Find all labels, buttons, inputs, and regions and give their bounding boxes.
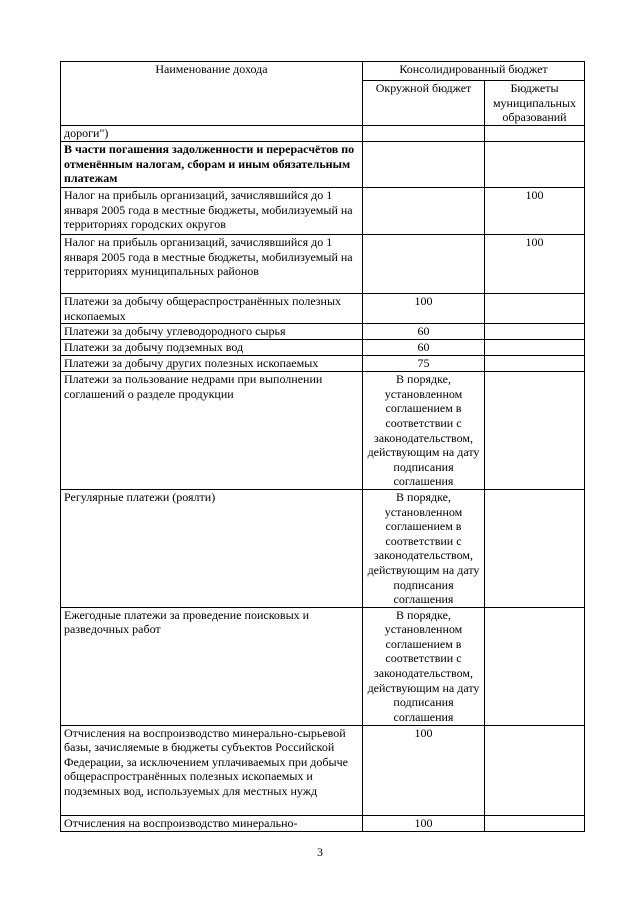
table-row — [61, 235, 585, 294]
municipal-value — [485, 356, 585, 372]
page-number: 3 — [317, 845, 323, 859]
municipal-value — [485, 142, 585, 188]
income-name: Платежи за добычу подземных вод — [61, 340, 363, 356]
okrug-value: 60 — [363, 340, 485, 356]
income-name: Отчисления на воспроизводство минерально- — [61, 815, 363, 831]
table-row — [61, 489, 585, 607]
table-row — [61, 356, 585, 372]
section-heading: В части погашения задолженности и перерасчётов по отменённым налогам, сборам и иным обязательным платежам — [61, 142, 363, 188]
header-row-1 — [61, 62, 585, 81]
header-name-col: Наименование дохода — [61, 62, 363, 126]
municipal-value — [485, 372, 585, 490]
okrug-value: 75 — [363, 356, 485, 372]
table-row — [61, 815, 585, 831]
table-row — [61, 725, 585, 815]
municipal-value — [485, 489, 585, 607]
okrug-value — [363, 235, 485, 294]
municipal-value — [485, 607, 585, 725]
income-name: Платежи за добычу других полезных ископаемых — [61, 356, 363, 372]
okrug-value: 100 — [363, 294, 485, 324]
table-row — [61, 340, 585, 356]
okrug-value: В порядке, установленном соглашением в соответствии с законодательством, действующим на дату подписания соглашения — [363, 372, 485, 490]
municipal-value — [485, 340, 585, 356]
header-okrug: Окружной бюджет — [363, 81, 485, 126]
okrug-value — [363, 142, 485, 188]
income-name: Платежи за добычу общераспространённых полезных ископаемых — [61, 294, 363, 324]
table-row — [61, 126, 585, 142]
municipal-value: 100 — [485, 235, 585, 294]
table-row — [61, 324, 585, 340]
income-name: Налог на прибыль организаций, зачислявшийся до 1 января 2005 года в местные бюджеты, мобилизуемый на территориях городских округов — [61, 188, 363, 235]
header-consolidated: Консолидированный бюджет — [363, 62, 585, 81]
income-name: Отчисления на воспроизводство минерально-сырьевой базы, зачисляемые в бюджеты субъектов Российской Федерации, за исключением уплачиваемых при добыче общераспространённых полезных ископаемых и подземных вод, используемых для местных нужд — [61, 725, 363, 815]
okrug-value — [363, 126, 485, 142]
okrug-value: В порядке, установленном соглашением в соответствии с законодательством, действующим на дату подписания соглашения — [363, 607, 485, 725]
income-name: Ежегодные платежи за проведение поисковых и разведочных работ — [61, 607, 363, 725]
municipal-value: 100 — [485, 188, 585, 235]
income-name: Регулярные платежи (роялти) — [61, 489, 363, 607]
income-name: Платежи за добычу углеводородного сырья — [61, 324, 363, 340]
table-row — [61, 188, 585, 235]
budget-table — [60, 61, 585, 832]
income-name: дороги") — [61, 126, 363, 142]
table-row — [61, 142, 585, 188]
okrug-value: 60 — [363, 324, 485, 340]
municipal-value — [485, 815, 585, 831]
okrug-value: 100 — [363, 725, 485, 815]
table-row — [61, 372, 585, 490]
municipal-value — [485, 294, 585, 324]
table-row — [61, 607, 585, 725]
header-municipal: Бюджеты муниципальных образований — [485, 81, 585, 126]
table-row — [61, 294, 585, 324]
municipal-value — [485, 725, 585, 815]
okrug-value: В порядке, установленном соглашением в соответствии с законодательством, действующим на дату подписания соглашения — [363, 489, 485, 607]
income-name: Налог на прибыль организаций, зачислявшийся до 1 января 2005 года в местные бюджеты, мобилизуемый на территориях муниципальных районов — [61, 235, 363, 294]
okrug-value — [363, 188, 485, 235]
municipal-value — [485, 126, 585, 142]
municipal-value — [485, 324, 585, 340]
income-name: Платежи за пользование недрами при выполнении соглашений о разделе продукции — [61, 372, 363, 490]
okrug-value: 100 — [363, 815, 485, 831]
